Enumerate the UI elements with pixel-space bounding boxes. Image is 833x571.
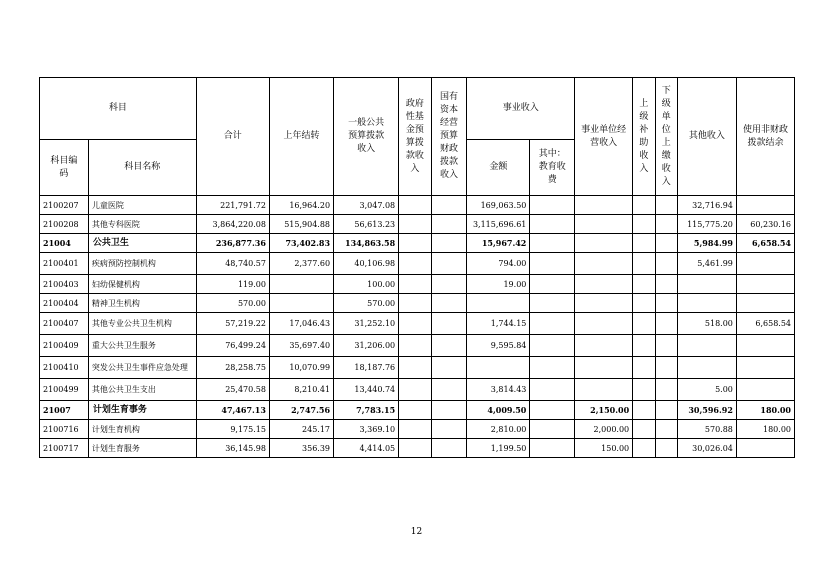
subject-code-cell: 2100207 [40,196,89,215]
subordinate-payment-cell [655,234,677,253]
gov-fund-cell [399,294,432,313]
state-capital-cell [431,379,467,401]
edu-fee-cell [530,335,575,357]
subject-code-cell: 21007 [40,401,89,420]
unit-operating-cell [575,275,633,294]
business-amount-cell: 1,199.50 [467,439,530,458]
gov-fund-cell [399,357,432,379]
state-capital-cell [431,357,467,379]
non-fiscal-balance-cell: 6,658.54 [736,234,794,253]
state-capital-cell [431,313,467,335]
business-amount-cell: 15,967.42 [467,234,530,253]
carryover-cell: 17,046.43 [269,313,333,335]
non-fiscal-balance-cell: 180.00 [736,401,794,420]
header-carryover: 上年结转 [269,78,333,196]
subject-code-cell: 2100716 [40,420,89,439]
business-amount-cell: 169,063.50 [467,196,530,215]
general-budget-cell: 7,783.15 [334,401,399,420]
gov-fund-cell [399,215,432,234]
carryover-cell: 10,070.99 [269,357,333,379]
carryover-cell: 2,377.60 [269,253,333,275]
other-income-cell: 32,716.94 [677,196,736,215]
subject-name-cell: 精神卫生机构 [88,294,196,313]
subject-code-cell: 2100404 [40,294,89,313]
unit-operating-cell [575,335,633,357]
header-of-which-edu: 其中：教育收费 [530,140,575,196]
header-subject-name: 科目名称 [88,140,196,196]
other-income-cell: 570.88 [677,420,736,439]
other-income-cell [677,294,736,313]
non-fiscal-balance-cell: 60,230.16 [736,215,794,234]
gov-fund-cell [399,196,432,215]
edu-fee-cell [530,253,575,275]
business-amount-cell [467,294,530,313]
subordinate-payment-cell [655,379,677,401]
state-capital-cell [431,420,467,439]
total-cell: 48,740.57 [196,253,269,275]
edu-fee-cell [530,275,575,294]
edu-fee-cell [530,294,575,313]
budget-income-table [39,77,795,458]
table-row [40,275,795,294]
header-non-fiscal-balance: 使用非财政拨款结余 [736,78,794,196]
table-row [40,196,795,215]
general-budget-cell: 18,187.76 [334,357,399,379]
superior-subsidy-cell [633,313,655,335]
carryover-cell: 356.39 [269,439,333,458]
state-capital-cell [431,234,467,253]
superior-subsidy-cell [633,275,655,294]
subordinate-payment-cell [655,294,677,313]
other-income-cell: 518.00 [677,313,736,335]
subordinate-payment-cell [655,253,677,275]
subject-name-cell: 儿童医院 [88,196,196,215]
table-row [40,234,795,253]
general-budget-cell: 31,252.10 [334,313,399,335]
business-amount-cell: 3,814.43 [467,379,530,401]
business-amount-cell: 1,744.15 [467,313,530,335]
non-fiscal-balance-cell [736,253,794,275]
header-subject-code: 科目编码 [40,140,89,196]
unit-operating-cell: 150.00 [575,439,633,458]
subordinate-payment-cell [655,335,677,357]
subordinate-payment-cell [655,420,677,439]
subject-code-cell: 2100407 [40,313,89,335]
state-capital-cell [431,439,467,458]
subject-name-cell: 公共卫生 [88,234,196,253]
subordinate-payment-cell [655,439,677,458]
subordinate-payment-cell [655,357,677,379]
edu-fee-cell [530,215,575,234]
unit-operating-cell [575,234,633,253]
edu-fee-cell [530,234,575,253]
non-fiscal-balance-cell [736,357,794,379]
subject-name-cell: 其他专科医院 [88,215,196,234]
subject-name-cell: 计划生育服务 [88,439,196,458]
header-total: 合计 [196,78,269,196]
table-row [40,253,795,275]
unit-operating-cell: 2,150.00 [575,401,633,420]
superior-subsidy-cell [633,294,655,313]
general-budget-cell: 40,106.98 [334,253,399,275]
gov-fund-cell [399,253,432,275]
unit-operating-cell [575,313,633,335]
gov-fund-cell [399,401,432,420]
total-cell: 119.00 [196,275,269,294]
state-capital-cell [431,335,467,357]
total-cell: 9,175.15 [196,420,269,439]
non-fiscal-balance-cell [736,439,794,458]
edu-fee-cell [530,401,575,420]
superior-subsidy-cell [633,335,655,357]
state-capital-cell [431,275,467,294]
unit-operating-cell [575,294,633,313]
business-amount-cell: 9,595.84 [467,335,530,357]
general-budget-cell: 4,414.05 [334,439,399,458]
table-row [40,401,795,420]
total-cell: 236,877.36 [196,234,269,253]
general-budget-cell: 56,613.23 [334,215,399,234]
other-income-cell: 5,984.99 [677,234,736,253]
business-amount-cell: 794.00 [467,253,530,275]
superior-subsidy-cell [633,401,655,420]
other-income-cell [677,357,736,379]
subject-name-cell: 突发公共卫生事件应急处理 [88,357,196,379]
superior-subsidy-cell [633,215,655,234]
edu-fee-cell [530,439,575,458]
subject-name-cell: 计划生育机构 [88,420,196,439]
general-budget-cell: 13,440.74 [334,379,399,401]
state-capital-cell [431,196,467,215]
header-business-income: 事业收入 [467,78,575,140]
gov-fund-cell [399,234,432,253]
gov-fund-cell [399,420,432,439]
other-income-cell: 5,461.99 [677,253,736,275]
unit-operating-cell [575,379,633,401]
superior-subsidy-cell [633,253,655,275]
non-fiscal-balance-cell: 6,658.54 [736,313,794,335]
header-subject: 科目 [40,78,197,140]
general-budget-cell: 570.00 [334,294,399,313]
gov-fund-cell [399,313,432,335]
carryover-cell [269,294,333,313]
state-capital-cell [431,294,467,313]
non-fiscal-balance-cell [736,196,794,215]
superior-subsidy-cell [633,439,655,458]
subject-name-cell: 重大公共卫生服务 [88,335,196,357]
business-amount-cell: 4,009.50 [467,401,530,420]
total-cell: 47,467.13 [196,401,269,420]
general-budget-cell: 3,369.10 [334,420,399,439]
edu-fee-cell [530,379,575,401]
total-cell: 57,219.22 [196,313,269,335]
table-row [40,379,795,401]
gov-fund-cell [399,275,432,294]
general-budget-cell: 31,206.00 [334,335,399,357]
total-cell: 36,145.98 [196,439,269,458]
subject-name-cell: 妇幼保健机构 [88,275,196,294]
subject-name-cell: 疾病预防控制机构 [88,253,196,275]
business-amount-cell: 2,810.00 [467,420,530,439]
edu-fee-cell [530,196,575,215]
table-row [40,335,795,357]
subordinate-payment-cell [655,313,677,335]
business-amount-cell: 19.00 [467,275,530,294]
non-fiscal-balance-cell [736,275,794,294]
non-fiscal-balance-cell [736,335,794,357]
other-income-cell: 30,596.92 [677,401,736,420]
other-income-cell [677,275,736,294]
carryover-cell: 515,904.88 [269,215,333,234]
total-cell: 76,499.24 [196,335,269,357]
general-budget-cell: 100.00 [334,275,399,294]
subject-name-cell: 计划生育事务 [88,401,196,420]
table-body [40,196,795,458]
unit-operating-cell [575,253,633,275]
header-state-capital: 国有资本经营预算财政拨款收入 [431,78,467,196]
business-amount-cell: 3,115,696.61 [467,215,530,234]
carryover-cell: 245.17 [269,420,333,439]
table-row [40,313,795,335]
edu-fee-cell [530,313,575,335]
superior-subsidy-cell [633,420,655,439]
superior-subsidy-cell [633,196,655,215]
subject-code-cell: 2100410 [40,357,89,379]
total-cell: 25,470.58 [196,379,269,401]
carryover-cell [269,275,333,294]
other-income-cell: 5.00 [677,379,736,401]
gov-fund-cell [399,439,432,458]
header-superior-subsidy: 上级补助收入 [633,78,655,196]
header-gov-fund: 政府性基金预算拨款收入 [399,78,432,196]
other-income-cell [677,335,736,357]
non-fiscal-balance-cell: 180.00 [736,420,794,439]
subordinate-payment-cell [655,275,677,294]
page-number: 12 [410,527,423,537]
subordinate-payment-cell [655,401,677,420]
subordinate-payment-cell [655,215,677,234]
state-capital-cell [431,401,467,420]
other-income-cell: 30,026.04 [677,439,736,458]
superior-subsidy-cell [633,357,655,379]
header-amount: 金额 [467,140,530,196]
edu-fee-cell [530,420,575,439]
subject-code-cell: 2100409 [40,335,89,357]
table-row [40,439,795,458]
carryover-cell: 73,402.83 [269,234,333,253]
carryover-cell: 8,210.41 [269,379,333,401]
state-capital-cell [431,215,467,234]
table-row [40,420,795,439]
total-cell: 221,791.72 [196,196,269,215]
non-fiscal-balance-cell [736,379,794,401]
subject-name-cell: 其他公共卫生支出 [88,379,196,401]
header-unit-operating: 事业单位经营收入 [575,78,633,196]
subject-code-cell: 2100401 [40,253,89,275]
superior-subsidy-cell [633,234,655,253]
non-fiscal-balance-cell [736,294,794,313]
gov-fund-cell [399,335,432,357]
total-cell: 28,258.75 [196,357,269,379]
unit-operating-cell [575,357,633,379]
business-amount-cell [467,357,530,379]
subject-code-cell: 2100403 [40,275,89,294]
unit-operating-cell [575,215,633,234]
carryover-cell: 2,747.56 [269,401,333,420]
superior-subsidy-cell [633,379,655,401]
header-subordinate-payment: 下级单位上缴收入 [655,78,677,196]
general-budget-cell: 3,047.08 [334,196,399,215]
carryover-cell: 35,697.40 [269,335,333,357]
header-general-budget: 一般公共预算拨款收入 [334,78,399,196]
state-capital-cell [431,253,467,275]
general-budget-cell: 134,863.58 [334,234,399,253]
table-row [40,294,795,313]
unit-operating-cell [575,196,633,215]
subject-code-cell: 2100499 [40,379,89,401]
subordinate-payment-cell [655,196,677,215]
subject-name-cell: 其他专业公共卫生机构 [88,313,196,335]
other-income-cell: 115,775.20 [677,215,736,234]
total-cell: 3,864,220.08 [196,215,269,234]
gov-fund-cell [399,379,432,401]
total-cell: 570.00 [196,294,269,313]
table-row [40,357,795,379]
subject-code-cell: 2100717 [40,439,89,458]
table-row [40,215,795,234]
subject-code-cell: 21004 [40,234,89,253]
carryover-cell: 16,964.20 [269,196,333,215]
header-other-income: 其他收入 [677,78,736,196]
subject-code-cell: 2100208 [40,215,89,234]
unit-operating-cell: 2,000.00 [575,420,633,439]
edu-fee-cell [530,357,575,379]
